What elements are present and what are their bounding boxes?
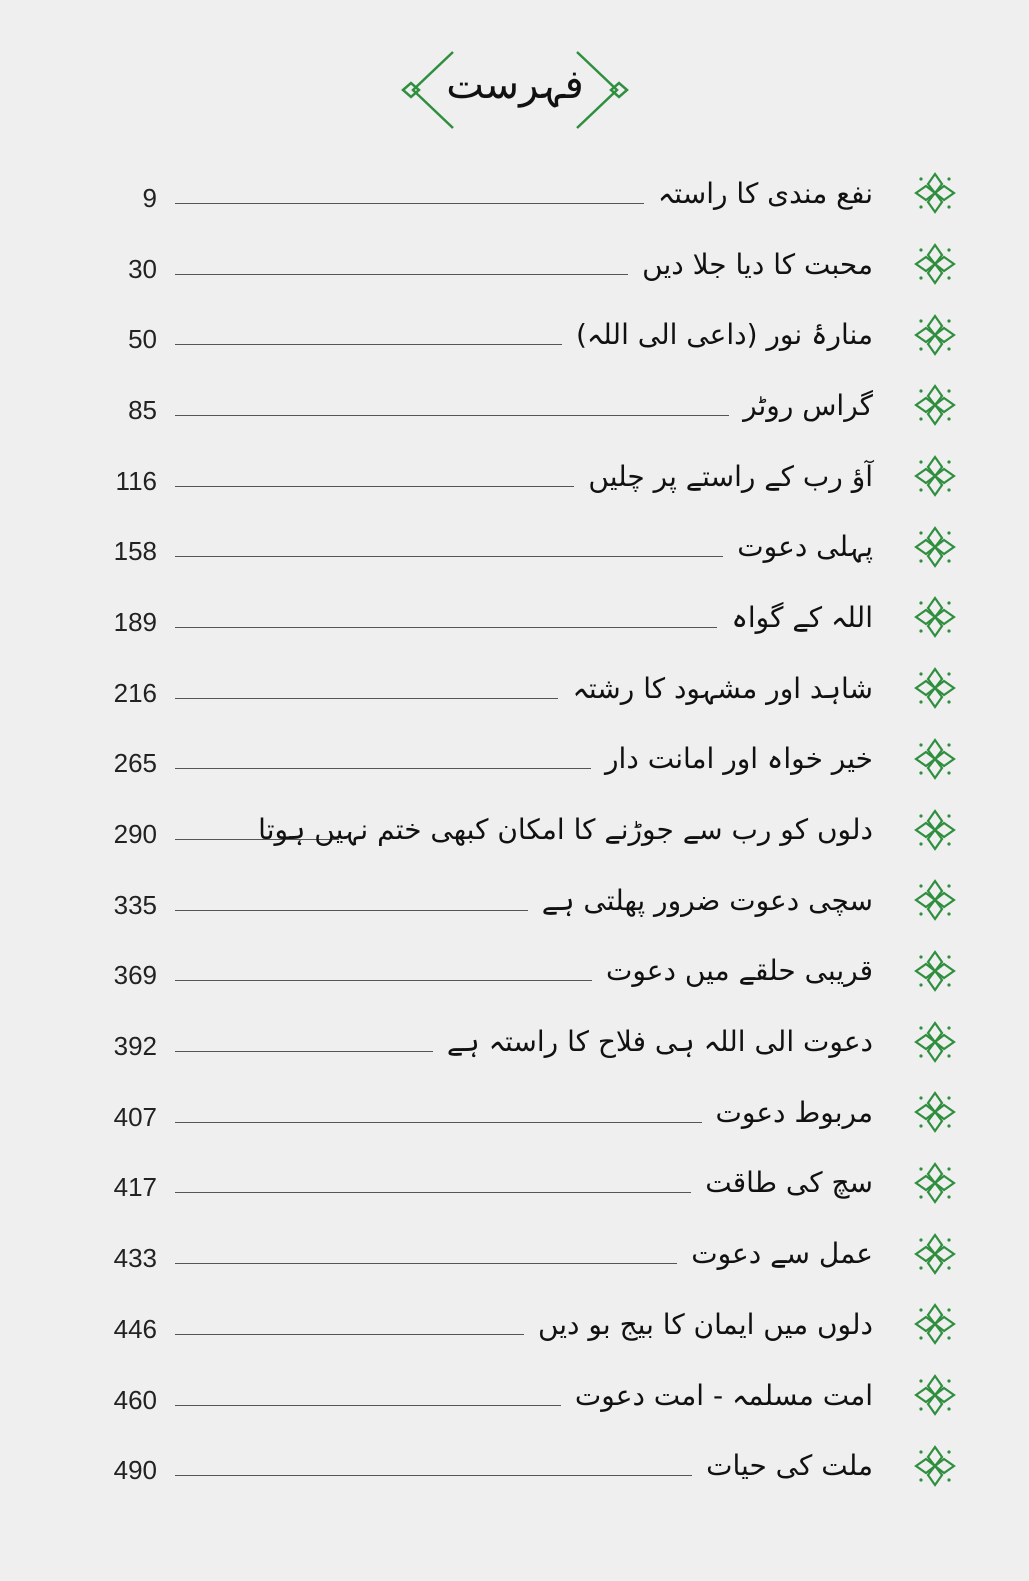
page-number: 85 — [128, 394, 157, 425]
flower-bullet-icon — [913, 171, 957, 215]
page-number: 189 — [113, 606, 157, 637]
page-title: فہرست — [446, 62, 584, 108]
leader-line — [175, 910, 528, 911]
toc-entry[interactable] — [0, 1360, 1029, 1431]
leader-line — [175, 203, 644, 204]
leader-line — [175, 698, 558, 699]
leader-line — [175, 1051, 433, 1052]
toc-entry[interactable] — [0, 441, 1029, 512]
leader-line — [175, 980, 592, 981]
flower-bullet-icon — [913, 1020, 957, 1064]
entry-title: پہلی دعوت — [737, 530, 873, 564]
toc-entry[interactable] — [0, 1006, 1029, 1077]
toc-entry[interactable] — [0, 158, 1029, 229]
leader-line — [175, 344, 562, 345]
page-number: 9 — [142, 182, 157, 213]
toc-header — [395, 48, 635, 132]
toc-entry[interactable] — [0, 1430, 1029, 1501]
toc-entry[interactable] — [0, 1077, 1029, 1148]
flower-bullet-icon — [913, 666, 957, 710]
flower-bullet-icon — [913, 242, 957, 286]
page-number: 158 — [113, 536, 157, 567]
toc-entry[interactable] — [0, 1289, 1029, 1360]
flower-bullet-icon — [913, 1232, 957, 1276]
toc-entry[interactable] — [0, 511, 1029, 582]
page-number: 392 — [113, 1031, 157, 1062]
page-number: 460 — [113, 1384, 157, 1415]
flower-bullet-icon — [913, 1090, 957, 1134]
page-number: 490 — [113, 1455, 157, 1486]
entry-title: دعوت الی اللہ ہی فلاح کا راستہ ہے — [446, 1025, 873, 1059]
page-number: 265 — [113, 748, 157, 779]
page-number: 30 — [128, 253, 157, 284]
toc-entry[interactable] — [0, 582, 1029, 653]
entry-title: سچی دعوت ضرور پھلتی ہے — [541, 883, 873, 917]
entry-title: دلوں میں ایمان کا بیج بو دیں — [537, 1307, 873, 1341]
flower-bullet-icon — [913, 737, 957, 781]
toc-entry[interactable] — [0, 724, 1029, 795]
entry-title: شاہد اور مشہود کا رشتہ — [572, 671, 873, 705]
toc-entry[interactable] — [0, 794, 1029, 865]
entry-title: گراس روٹر — [743, 388, 873, 422]
flower-bullet-icon — [913, 525, 957, 569]
flower-bullet-icon — [913, 808, 957, 852]
page-number: 50 — [128, 324, 157, 355]
flower-bullet-icon — [913, 454, 957, 498]
entry-title: منارۂ نور (داعی الی اللہ) — [575, 318, 873, 352]
flower-bullet-icon — [913, 595, 957, 639]
entry-title: خیر خواہ اور امانت دار — [605, 742, 873, 776]
page-number: 290 — [113, 819, 157, 850]
page-number: 446 — [113, 1313, 157, 1344]
page-number: 216 — [113, 677, 157, 708]
flower-bullet-icon — [913, 383, 957, 427]
entry-title: امت مسلمہ - امت دعوت — [574, 1378, 873, 1412]
right-ornament-icon — [575, 48, 635, 132]
leader-line — [175, 1475, 692, 1476]
page-number: 116 — [115, 465, 157, 496]
leader-line — [175, 1263, 677, 1264]
flower-bullet-icon — [913, 1302, 957, 1346]
toc-entry[interactable] — [0, 653, 1029, 724]
entry-title: سچ کی طاقت — [705, 1166, 873, 1200]
flower-bullet-icon — [913, 1373, 957, 1417]
entry-title: ملت کی حیات — [706, 1449, 873, 1483]
toc-entry[interactable] — [0, 865, 1029, 936]
flower-bullet-icon — [913, 949, 957, 993]
table-of-contents — [0, 158, 1029, 1501]
flower-bullet-icon — [913, 878, 957, 922]
toc-entry[interactable] — [0, 370, 1029, 441]
page-number: 335 — [113, 889, 157, 920]
toc-entry[interactable] — [0, 1218, 1029, 1289]
leader-line — [175, 1192, 691, 1193]
entry-title: آؤ رب کے راستے پر چلیں — [588, 459, 873, 493]
page-number: 417 — [113, 1172, 157, 1203]
leader-line — [175, 486, 574, 487]
page-number: 369 — [113, 960, 157, 991]
flower-bullet-icon — [913, 1444, 957, 1488]
leader-line — [175, 627, 717, 628]
leader-line — [175, 274, 628, 275]
entry-title: نفع مندی کا راستہ — [657, 176, 873, 210]
page-number: 407 — [113, 1101, 157, 1132]
toc-entry[interactable] — [0, 229, 1029, 300]
toc-entry[interactable] — [0, 936, 1029, 1007]
page-number: 433 — [113, 1243, 157, 1274]
leader-line — [175, 1405, 561, 1406]
toc-entry[interactable] — [0, 1148, 1029, 1219]
entry-title: مربوط دعوت — [715, 1095, 873, 1129]
leader-line — [175, 1334, 524, 1335]
flower-bullet-icon — [913, 1161, 957, 1205]
entry-title: دلوں کو رب سے جوڑنے کا امکان کبھی ختم نہیں ہوتا — [258, 813, 873, 847]
leader-line — [175, 1122, 702, 1123]
leader-line — [175, 415, 729, 416]
entry-title: عمل سے دعوت — [691, 1237, 873, 1271]
toc-entry[interactable] — [0, 299, 1029, 370]
entry-title: قریبی حلقے میں دعوت — [605, 954, 873, 988]
leader-line — [175, 768, 591, 769]
entry-title: محبت کا دیا جلا دیں — [642, 247, 873, 281]
entry-title: اللہ کے گواہ — [731, 600, 873, 634]
leader-line — [175, 556, 723, 557]
flower-bullet-icon — [913, 313, 957, 357]
